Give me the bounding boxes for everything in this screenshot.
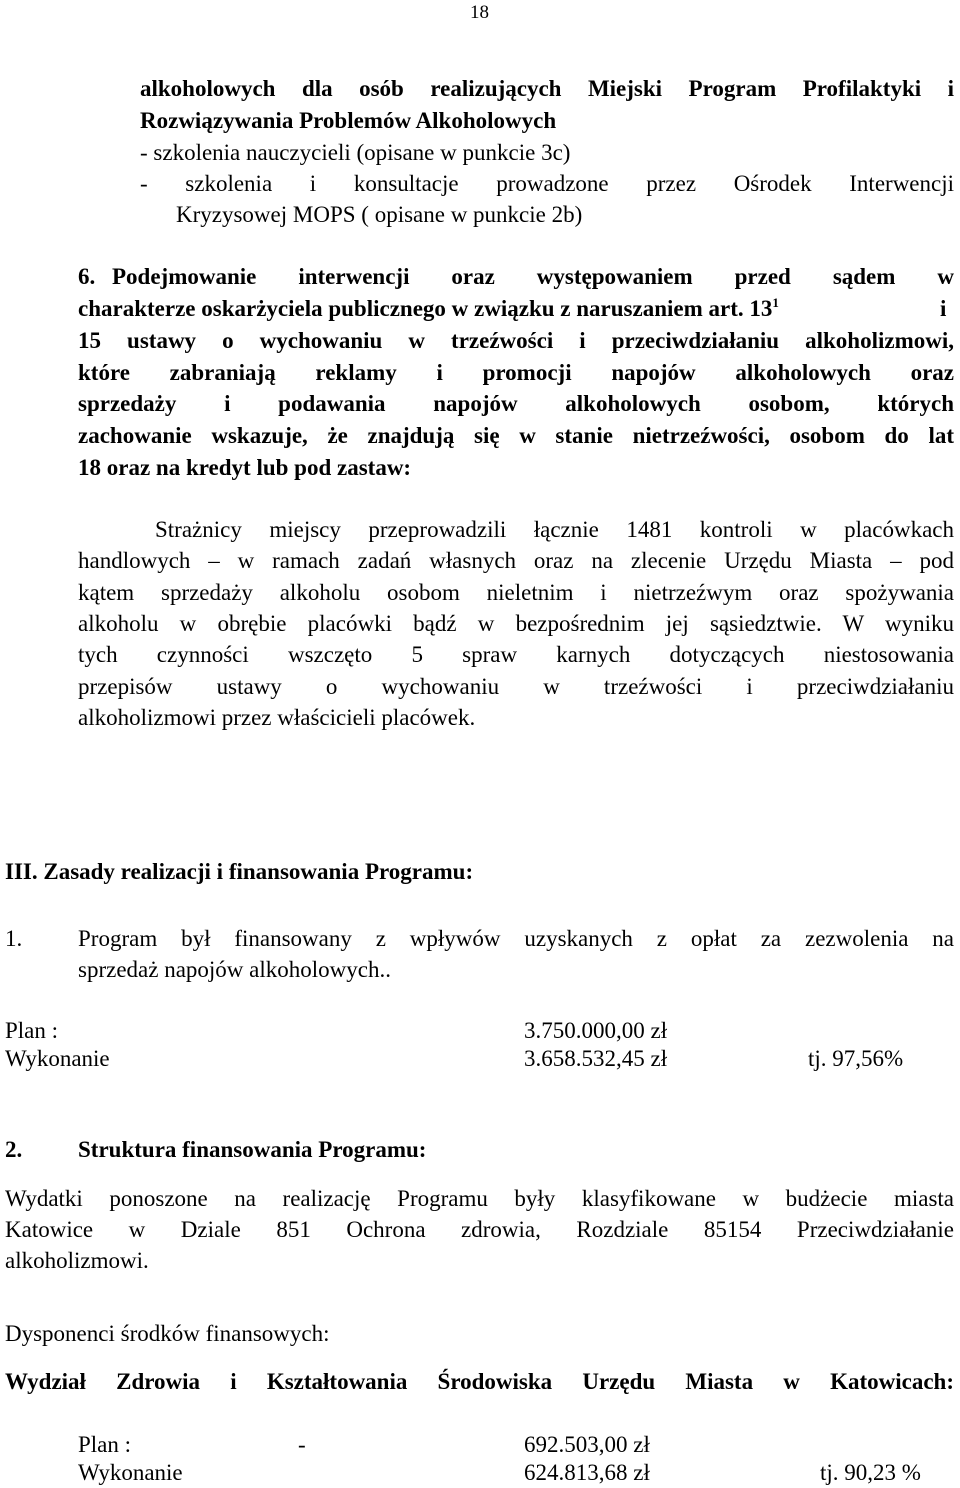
expenses-line-3: alkoholizmowi. <box>5 1248 149 1273</box>
section-6-body-line-6: przepisów ustawy o wychowaniu w trzeźwości i przeciwdziałaniu <box>78 674 954 699</box>
section-3-heading: III. Zasady realizacji i finansowania Programu: <box>5 859 474 884</box>
intro-bullet-2-cont: Kryzysowej MOPS ( opisane w punkcie 2b) <box>176 202 583 227</box>
superscript: 1 <box>772 295 779 310</box>
expenses-line-2: Katowice w Dziale 851 Ochrona zdrowia, Rozdziale 85154 Przeciwdziałanie <box>5 1217 954 1242</box>
section-6-body-line-2: handlowych – w ramach zadań własnych oraz na zlecenie Urzędu Miasta – pod <box>78 548 954 573</box>
section-6-heading-line-3: 15 ustawy o wychowaniu w trzeźwości i przeciwdziałaniu alkoholizmowi, <box>78 328 954 353</box>
dept-plan-label: Plan : <box>78 1432 132 1457</box>
section-6-number: 6. <box>78 264 96 289</box>
section-6-body-line-3: kątem sprzedaży alkoholu osobom nieletnim i nietrzeźwym oraz spożywania <box>78 580 954 605</box>
item-1-line-1: Program był finansowany z wpływów uzyskanych z opłat za zezwolenia na <box>78 926 954 951</box>
disposers-label: Dysponenci środków finansowych: <box>5 1321 330 1346</box>
plan-label: Plan : <box>5 1018 59 1043</box>
intro-bullet-2: - szkolenia i konsultacje prowadzone przez Ośrodek Interwencji <box>140 171 954 196</box>
section-6-heading-line-4: które zabraniają reklamy i promocji napojów alkoholowych oraz <box>78 360 954 385</box>
plan-value: 3.750.000,00 zł <box>524 1018 668 1043</box>
execution-percentage: tj. 97,56% <box>808 1046 904 1071</box>
section-6-heading-line-2: charakterze oskarżyciela publicznego w związku z naruszaniem art. $13^1$ <box>78 295 779 321</box>
execution-label: Wykonanie <box>5 1046 110 1071</box>
section-6-heading-line-2-end: i <box>940 296 947 321</box>
section-6-heading-line-5: sprzedaży i podawania napojów alkoholowych osobom, których <box>78 391 954 416</box>
section-6-heading-line-6: zachowanie wskazuje, że znajdują się w stanie nietrzeźwości, osobom do lat <box>78 423 954 448</box>
item-2-heading: Struktura finansowania Programu: <box>78 1137 427 1162</box>
section-6-body-line-4: alkoholu w obrębie placówki bądź w bezpośrednim jej sąsiedztwie. W wyniku <box>78 611 954 636</box>
dept-execution-percentage: tj. 90,23 % <box>820 1460 921 1485</box>
dept-plan-dash: - <box>298 1432 306 1457</box>
item-2-number: 2. <box>5 1137 23 1162</box>
dept-plan-value: 692.503,00 zł <box>524 1432 650 1457</box>
intro-line-1: alkoholowych dla osób realizujących Miejski Program Profilaktyki i <box>140 76 954 101</box>
section-6-body-line-1: Strażnicy miejscy przeprowadzili łącznie 1481 kontroli w placówkach <box>155 517 954 542</box>
section-6-heading-line-7: 18 oraz na kredyt lub pod zastaw: <box>78 455 412 480</box>
department-heading: Wydział Zdrowia i Kształtowania Środowiska Urzędu Miasta w Katowicach: <box>5 1369 954 1394</box>
intro-bullet-1: - szkolenia nauczycieli (opisane w punkcie 3c) <box>140 140 571 165</box>
section-6-heading-line-1: Podejmowanie interwencji oraz występowaniem przed sądem w <box>112 264 954 289</box>
expenses-line-1: Wydatki ponoszone na realizację Programu były klasyfikowane w budżecie miasta <box>5 1186 954 1211</box>
dept-execution-label: Wykonanie <box>78 1460 183 1485</box>
execution-value: 3.658.532,45 zł <box>524 1046 668 1071</box>
item-1-line-2: sprzedaż napojów alkoholowych.. <box>78 957 391 982</box>
dept-execution-value: 624.813,68 zł <box>524 1460 650 1485</box>
section-6-body-line-5: tych czynności wszczęto 5 spraw karnych dotyczących niestosowania <box>78 642 954 667</box>
intro-line-2: Rozwiązywania Problemów Alkoholowych <box>140 108 557 133</box>
page-number: 18 <box>470 2 489 23</box>
item-1-number: 1. <box>5 926 23 951</box>
section-6-body-line-7: alkoholizmowi przez właścicieli placówek. <box>78 705 476 730</box>
